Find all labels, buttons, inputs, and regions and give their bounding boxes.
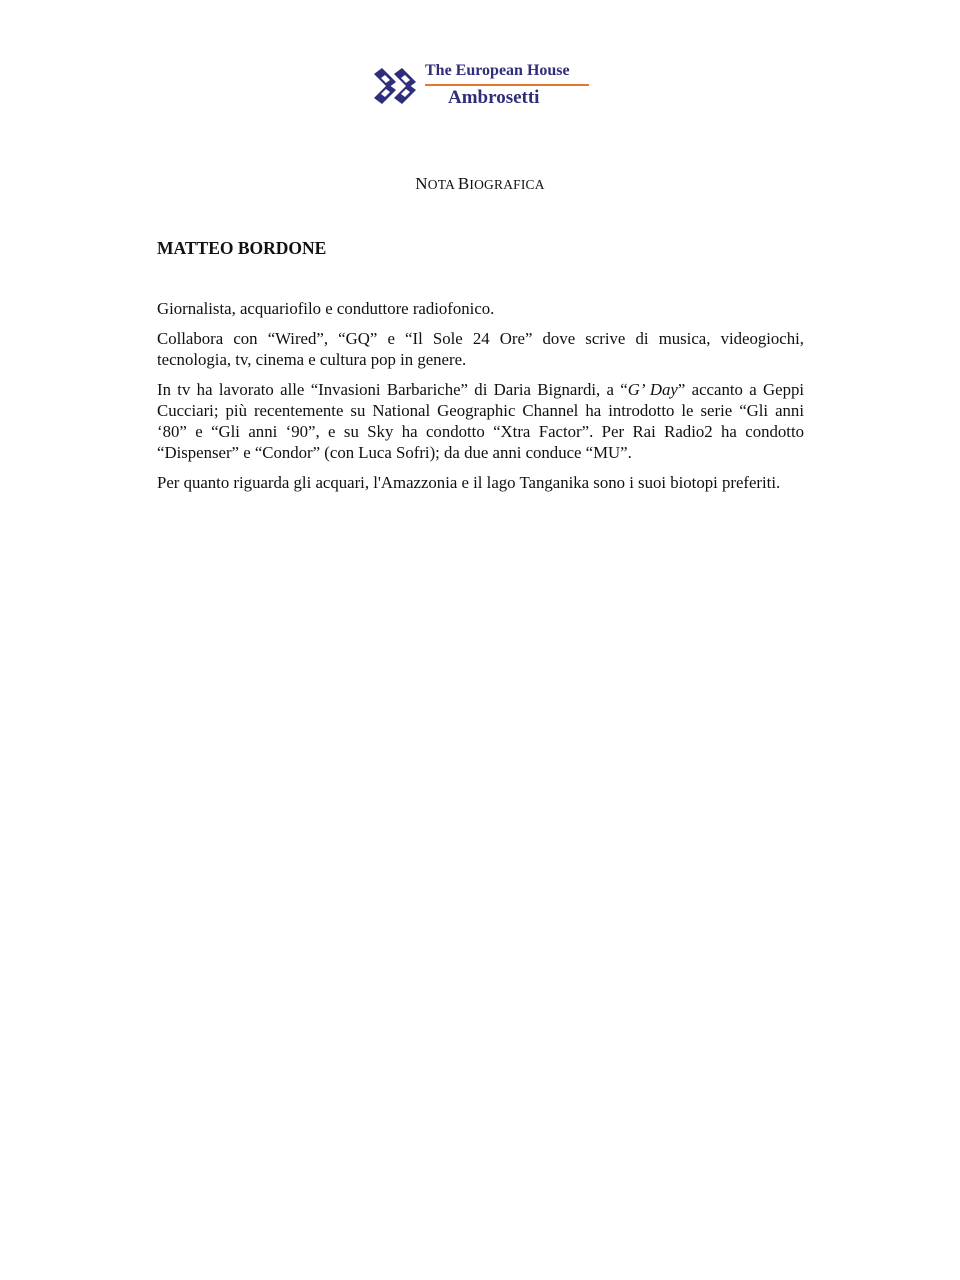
paragraph-tv-radio-part-1: In tv ha lavorato alle “Invasioni Barbariche” di Daria Bignardi, a “ [157,380,628,399]
paragraph-tv-radio [157,379,804,463]
show-title-italic: G’ Day [627,380,678,399]
biography-body [157,298,804,502]
title-word-1-cap: N [415,174,428,193]
ambrosetti-logo [372,62,602,110]
logo-line-2: Ambrosetti [448,87,540,108]
paragraph-profession: Giornalista, acquariofilo e conduttore radiofonico. [157,299,495,318]
person-name: MATTEO BORDONE [157,238,327,258]
paragraph-collaborations: Collabora con “Wired”, “GQ” e “Il Sole 24 Ore” dove scrive di musica, videogiochi, tecnologia, tv, cinema e cultura pop in genere. [157,329,804,369]
paragraph-aquariums: Per quanto riguarda gli acquari, l'Amazzonia e il lago Tanganika sono i suoi biotopi preferiti. [157,473,781,492]
paragraph-tv-radio-part-2: ” accanto a Geppi Cucciari; più recentemente su National Geographic Channel ha introdotto le serie “Gli anni ‘80” e “Gli anni ‘90”, e su Sky ha condotto “Xtra Factor”. Per Rai Radio2 ha condotto “Dispenser” e “Condor” (con Luca Sofri); da due anni conduce “MU”. [157,380,805,462]
title-word-2-cap: B [457,174,470,193]
logo-line-1: The European House [425,62,570,79]
title-word-2-rest: IOGRAFICA [469,177,545,192]
document-title [0,174,960,194]
logo-divider [425,84,589,86]
title-word-1-rest: OTA [427,177,458,192]
ambrosetti-logo-mark-icon [372,66,418,106]
